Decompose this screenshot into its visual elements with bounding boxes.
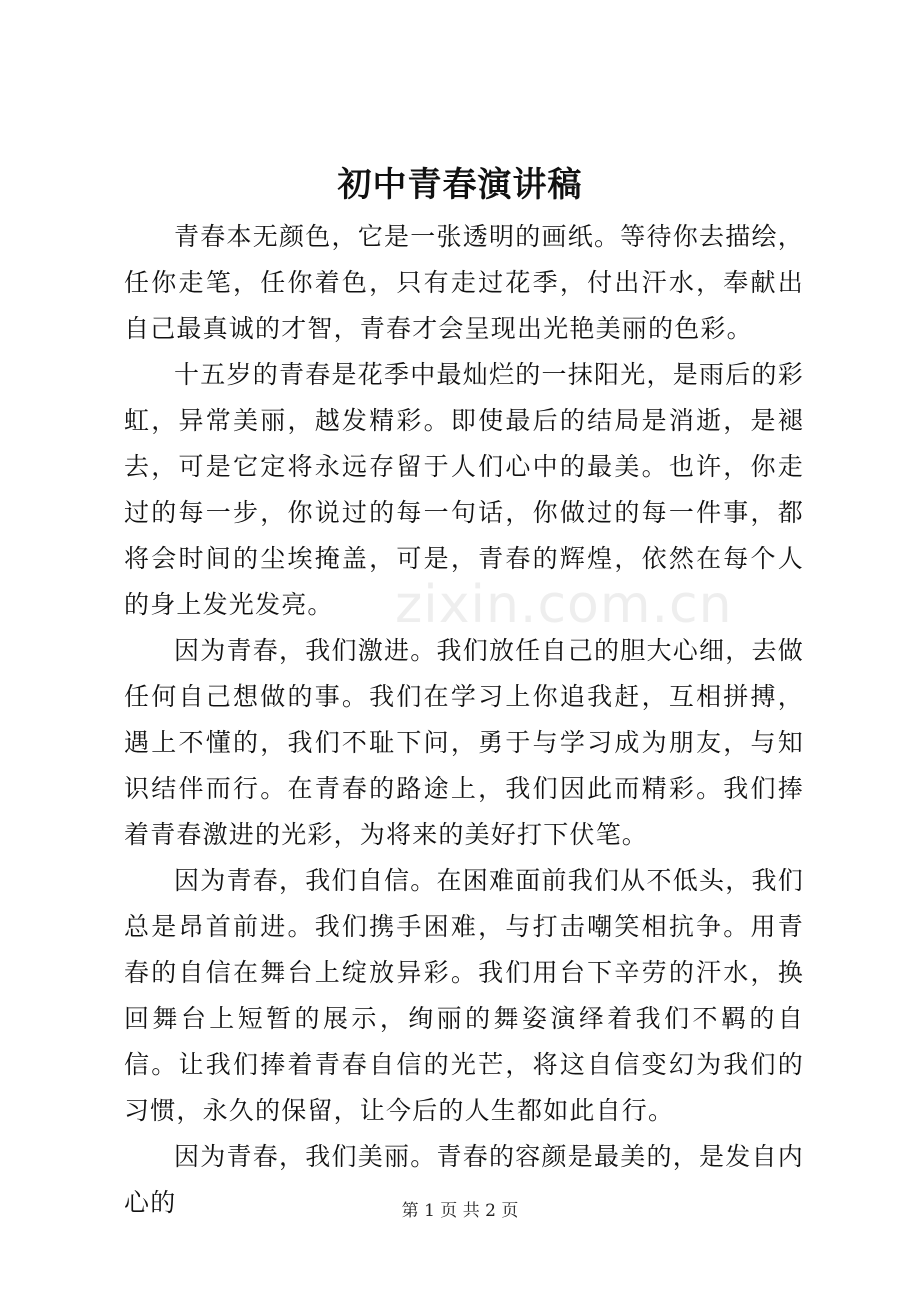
paragraph-4: 因为青春，我们自信。在困难面前我们从不低头，我们总是昂首前进。我们携手困难，与打击嘲笑相抗争。用青春的自信在舞台上绽放异彩。我们用台下辛劳的汗水，换回舞台上短暂的展示，绚丽的舞姿演绎着我们不羁的自信。让我们捧着青春自信的光芒，将这自信变幻为我们的习惯，永久的保留，让今后的人生都如此自行。: [124, 866, 804, 1125]
paragraph-2: 十五岁的青春是花季中最灿烂的一抹阳光，是雨后的彩虹，异常美丽，越发精彩。即使最后的结局是消逝，是褪去，可是它定将永远存留于人们心中的最美。也许，你走过的每一步，你说过的每一句话，你做过的每一件事，都将会时间的尘埃掩盖，可是，青春的辉煌，依然在每个人的身上发光发亮。: [124, 360, 804, 619]
paragraph-1: 青春本无颜色，它是一张透明的画纸。等待你去描绘，任你走笔，任你着色，只有走过花季，付出汗水，奉献出自己最真诚的才智，青春才会呈现出光艳美丽的色彩。: [124, 222, 804, 343]
document-body: [124, 214, 804, 1226]
page-footer: 第 1 页 共 2 页: [401, 1201, 519, 1221]
paragraph-5: 因为青春，我们美丽。青春的容颜是最美的，是发自内心的: [124, 1142, 804, 1217]
paragraph-3: 因为青春，我们激进。我们放任自己的胆大心细，去做任何自己想做的事。我们在学习上你追我赶，互相拼搏，遇上不懂的，我们不耻下问，勇于与学习成为朋友，与知识结伴而行。在青春的路途上，我们因此而精彩。我们捧着青春激进的光彩，为将来的美好打下伏笔。: [124, 636, 804, 849]
document-title: 初中青春演讲稿: [337, 165, 583, 205]
watermark: zixin.com.cn: [395, 575, 733, 635]
